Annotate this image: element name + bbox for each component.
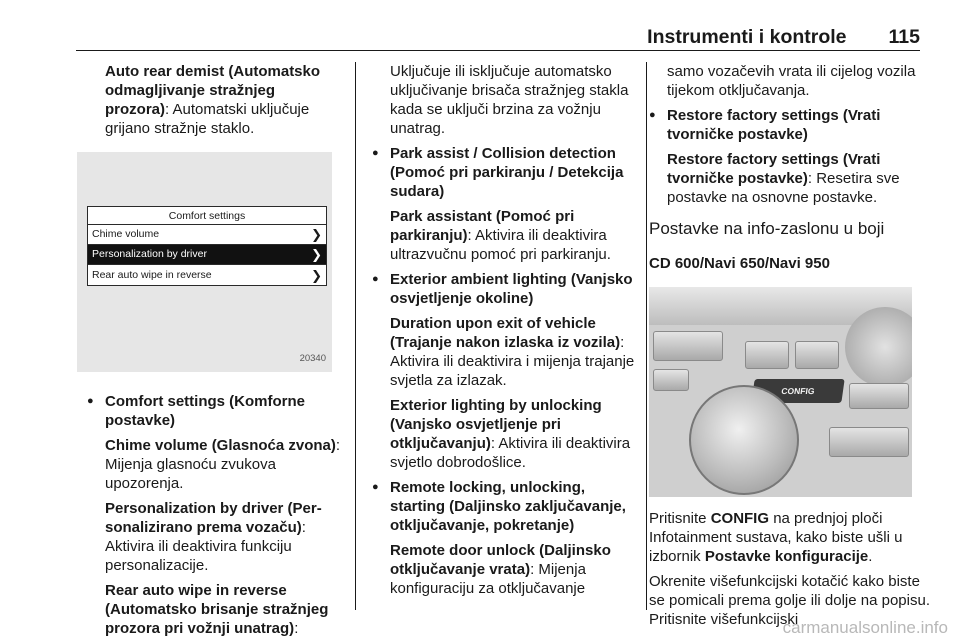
paragraph <box>649 150 934 207</box>
desc: : Resetira sve postavke na osnovne postavke. <box>667 170 900 206</box>
chevron-right-icon: ❯ <box>311 227 322 242</box>
panel-button-icon <box>653 369 689 391</box>
display-screen <box>87 206 327 286</box>
desc: : <box>294 620 299 637</box>
page-number: 115 <box>888 26 920 48</box>
bullet-heading: ● Comfort settings (Komforne postavke) <box>87 392 342 430</box>
desc: : Automatski uključuje grijano stražnje staklo. <box>105 101 310 137</box>
figure-id: 20340 <box>299 353 326 364</box>
term: Auto rear demist (Automatsko odmagljivanje stražnjeg prozora) <box>105 63 321 118</box>
term: Duration upon exit of vehicle (Trajanje nakon izlaska iz vozila) <box>390 315 621 351</box>
term: Park assistant (Pomoć pri parkiranju) <box>390 208 575 244</box>
knob-icon <box>845 307 912 387</box>
term: Chime volume (Glasnoća zvona) <box>105 437 336 454</box>
section-heading: Postavke na info-zaslonu u boji <box>649 219 885 238</box>
column-2 <box>372 62 637 604</box>
bullet-heading: ● Remote locking, unlocking, starting (Daljinsko zaključavanje, otključavanje, pokretanje) <box>372 478 637 535</box>
paragraph <box>372 396 637 472</box>
desc: : Mijenja glasnoću zvukova upozorenja. <box>105 437 341 492</box>
menu-row-label: Rear auto wipe in reverse <box>92 268 212 281</box>
panel-button-icon <box>653 331 723 361</box>
bullet-heading: ● Exterior ambient lighting (Vanjsko osvjetljenje okoline) <box>372 270 637 308</box>
term: Postavke konfiguracije <box>704 548 869 565</box>
term: Exterior lighting by unlocking (Vanjsko osvjetljenje pri otključavanju) <box>390 397 602 452</box>
column-1 <box>87 62 342 642</box>
desc: : Aktivira ili deaktivira ultrazvučnu pomoć pri parkiranju. <box>390 227 611 263</box>
paragraph <box>372 314 637 390</box>
text: . <box>868 548 873 565</box>
term: Remote door unlock (Daljinsko otključavanje vrata) <box>390 542 611 578</box>
watermark: carmanualsonline.info <box>782 618 948 637</box>
term: CONFIG <box>710 510 770 527</box>
column-divider <box>355 62 356 610</box>
column-divider <box>646 62 647 610</box>
paragraph <box>87 436 342 493</box>
page-title: Instrumenti i kontrole <box>647 26 847 48</box>
config-button-icon: CONFIG <box>751 379 844 403</box>
chevron-right-icon: ❯ <box>311 247 322 262</box>
panel-button-icon <box>745 341 789 369</box>
menu-row-label: Personalization by driver <box>92 248 207 260</box>
paragraph: Okrenite višefunkcijski kotačić kako biste se pomicali prema golje ili dolje na popisu. Pritisnite višefunkcijski <box>649 573 930 628</box>
panel-button-icon <box>795 341 839 369</box>
term: Personalization by driver (Per‐sonalizirano prema vozaču) <box>105 500 322 536</box>
menu-row-chime-volume <box>88 225 326 245</box>
desc: : Aktivira ili deaktivira svjetlo dobrodošlice. <box>390 435 631 471</box>
term: Rear auto wipe in reverse (Automatsko brisanje stražnjeg prozora pri vožnji unatrag) <box>105 582 329 637</box>
control-panel-photo <box>649 287 912 497</box>
column-3 <box>649 62 934 635</box>
text: Pritisnite <box>649 510 711 527</box>
multifunction-knob-icon <box>689 385 799 495</box>
header-rule <box>76 50 920 51</box>
bullet-heading: ● Restore factory settings (Vrati tvorničke postavke) <box>649 106 934 144</box>
desc: : Mijenja konfiguraciju za otključavanje <box>390 561 586 597</box>
screen-title: Comfort settings <box>88 207 326 225</box>
paragraph <box>372 207 637 264</box>
panel-button-icon <box>849 383 909 409</box>
bullet-heading: ● Park assist / Collision detection (Pomoć pri parkiranju / Detekcija sudara) <box>372 144 637 201</box>
chevron-right-icon: ❯ <box>311 267 322 283</box>
paragraph: Uključuje ili isključuje automatsko uključivanje brisača stražnjeg stakla kada se uključi brzina za vožnju unatrag. <box>390 63 629 137</box>
paragraph <box>649 509 934 566</box>
term: Restore factory settings (Vrati tvorničke postavke) <box>667 151 881 187</box>
paragraph: samo vozačevih vrata ili cijelog vozila tijekom otključavanja. <box>667 63 916 99</box>
desc: : Aktivira ili deaktivira i mijenja trajanje svjetla za izlazak. <box>390 334 635 389</box>
menu-row-label: Chime volume <box>92 228 160 240</box>
paragraph <box>87 499 342 575</box>
paragraph <box>87 62 342 138</box>
paragraph <box>87 581 342 638</box>
menu-row-personalization <box>88 245 326 265</box>
panel-button-icon <box>829 427 909 457</box>
comfort-settings-figure <box>77 152 332 372</box>
text: na prednjoj ploči Infotainment sustava, kako biste ušli u izbornik <box>649 510 903 565</box>
menu-row-rear-wipe <box>88 265 326 285</box>
subsection-heading: CD 600/Navi 650/Navi 950 <box>649 255 830 272</box>
paragraph <box>372 541 637 598</box>
desc: : Aktivira ili deaktivira funkciju personalizacije. <box>105 519 306 574</box>
